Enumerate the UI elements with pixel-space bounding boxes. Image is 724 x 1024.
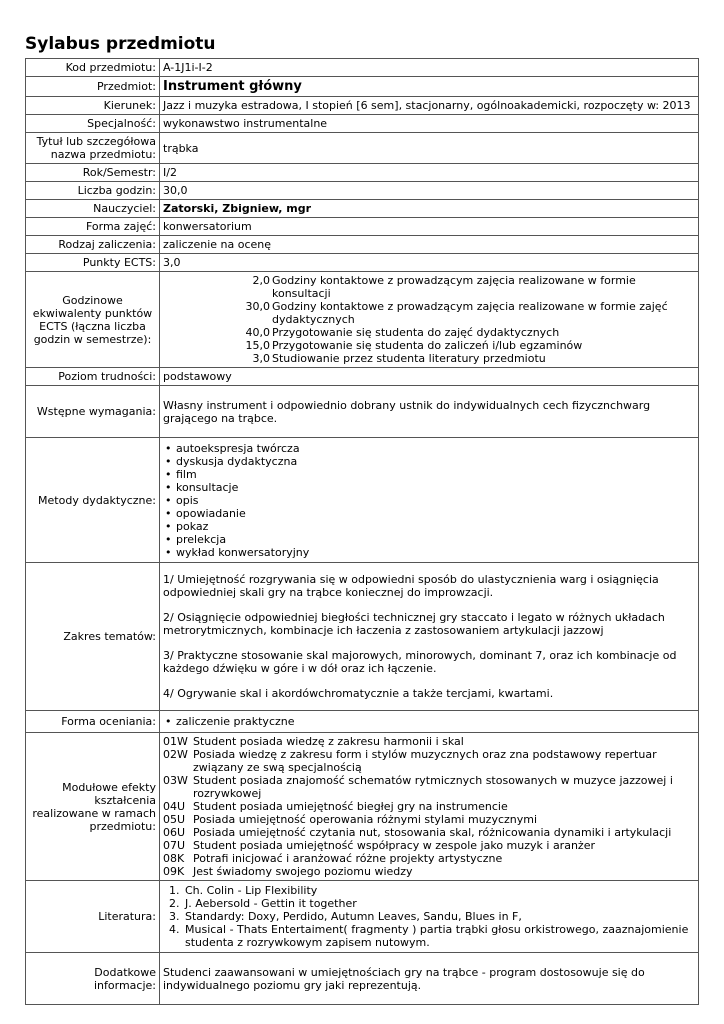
label-kierunek: Kierunek: — [26, 97, 160, 115]
row-tytul — [26, 133, 699, 164]
methods-list — [163, 442, 695, 559]
effect-row — [163, 826, 695, 839]
label-literatura: Literatura: — [26, 881, 160, 953]
value-tytul: trąbka — [160, 133, 699, 164]
label-wymagania: Wstępne wymagania: — [26, 386, 160, 438]
label-przedmiot: Przedmiot: — [26, 77, 160, 97]
list-item: 1. Ch. Colin - Lip Flexibility — [183, 884, 695, 897]
effect-row — [163, 865, 695, 878]
effect-row — [163, 774, 695, 800]
effect-code: 08K — [163, 852, 185, 865]
row-godziny — [26, 182, 699, 200]
row-zakres — [26, 563, 699, 711]
effect-code: 09K — [163, 865, 185, 878]
list-item: • prelekcja — [163, 533, 695, 546]
effect-code: 06U — [163, 826, 186, 839]
effect-text: Student posiada umiejętność biegłej gry na instrumencie — [193, 800, 508, 813]
syllabus-table — [25, 58, 699, 1005]
row-specjalnosc — [26, 115, 699, 133]
literature-list — [163, 884, 695, 949]
topic-item: 1/ Umiejętność rozgrywania się w odpowiedni sposób do ulastycznienia warg i osiągnięcia odpowiedniej skali gry na trąbce koniecznej do improwzacji. — [163, 573, 659, 599]
label-kod: Kod przedmiotu: — [26, 59, 160, 77]
row-literatura — [26, 881, 699, 953]
label-forma-oceniania: Forma oceniania: — [26, 711, 160, 733]
effect-row — [163, 735, 695, 748]
effect-code: 01W — [163, 735, 188, 748]
list-item: • konsultacje — [163, 481, 695, 494]
ects-hours-row: 3,0 Studiowanie przez studenta literatury przedmiotu — [252, 352, 546, 365]
row-forma-zajec — [26, 218, 699, 236]
ects-hours-row: 15,0 Przygotowanie się studenta do zaliczeń i/lub egzaminów — [245, 339, 583, 352]
list-item: 2. J. Aebersold - Gettin it together — [183, 897, 695, 910]
value-metody — [160, 438, 699, 563]
value-forma-zajec: konwersatorium — [160, 218, 699, 236]
value-literatura — [160, 881, 699, 953]
label-rok: Rok/Semestr: — [26, 164, 160, 182]
row-forma-oceniania — [26, 711, 699, 733]
label-rodzaj: Rodzaj zaliczenia: — [26, 236, 160, 254]
assessment-list — [163, 715, 695, 728]
list-item: • opowiadanie — [163, 507, 695, 520]
row-przedmiot — [26, 77, 699, 97]
value-godziny: 30,0 — [160, 182, 699, 200]
label-efekty: Modułowe efekty kształcenia realizowane w ramach przedmiotu: — [26, 733, 160, 881]
list-item: 4. Musical - Thats Entertaiment( fragmenty ) partia trąbki głosu orkistrowego, zaaznajomienie studenta z rozrywkowym zapisem nutowym. — [183, 923, 695, 949]
row-metody — [26, 438, 699, 563]
list-item: • opis — [163, 494, 695, 507]
value-specjalnosc: wykonawstwo instrumentalne — [160, 115, 699, 133]
row-kierunek — [26, 97, 699, 115]
effect-code: 05U — [163, 813, 186, 826]
value-nauczyciel: Zatorski, Zbigniew, mgr — [160, 200, 699, 218]
label-poziom: Poziom trudności: — [26, 368, 160, 386]
label-godziny: Liczba godzin: — [26, 182, 160, 200]
row-ects — [26, 254, 699, 272]
value-poziom: podstawowy — [160, 368, 699, 386]
label-nauczyciel: Nauczyciel: — [26, 200, 160, 218]
list-item: • zaliczenie praktyczne — [163, 715, 695, 728]
label-dodatkowe: Dodatkowe informacje: — [26, 953, 160, 1005]
label-metody: Metody dydaktyczne: — [26, 438, 160, 563]
label-tytul: Tytuł lub szczegółowa nazwa przedmiotu: — [26, 133, 160, 164]
row-dodatkowe — [26, 953, 699, 1005]
list-item: • pokaz — [163, 520, 695, 533]
list-item: • dyskusja dydaktyczna — [163, 455, 695, 468]
effect-text: Student posiada wiedzę z zakresu harmonii i skal — [193, 735, 464, 748]
value-godzinowe — [160, 272, 699, 368]
ects-hours-row: 30,0 Godziny kontaktowe z prowadzącym zajęcia realizowane w formie zajęć dydaktycznych — [245, 300, 668, 326]
row-wymagania — [26, 386, 699, 438]
effect-row — [163, 839, 695, 852]
label-ects: Punkty ECTS: — [26, 254, 160, 272]
effect-text: Posiada umiejętność operowania różnymi stylami muzycznymi — [193, 813, 538, 826]
effect-text: Posiada wiedzę z zakresu form i stylów muzycznych oraz zna podstawowy repertuar związany ze swą specjalnością — [193, 748, 657, 774]
effect-code: 04U — [163, 800, 186, 813]
topic-item: 4/ Ogrywanie skal i akordówchromatycznie a także tercjami, kwartami. — [163, 687, 554, 700]
row-godzinowe — [26, 272, 699, 368]
value-kod: A-1J1i-I-2 — [160, 59, 699, 77]
label-godzinowe: Godzinowe ekwiwalenty punktów ECTS (łączna liczba godzin w semestrze): — [26, 272, 160, 368]
row-poziom — [26, 368, 699, 386]
value-przedmiot: Instrument główny — [160, 77, 699, 97]
label-forma-zajec: Forma zajęć: — [26, 218, 160, 236]
effect-text: Student posiada znajomość schematów rytmicznych stosowanych w muzyce jazzowej i rozrywkowej — [193, 774, 673, 800]
value-rok: I/2 — [160, 164, 699, 182]
topic-item: 2/ Osiągnięcie odpowiedniej biegłości technicznej gry staccato i legato w różnych układach metrorytmicznych, kombinacje ich łaczenia z zastosowaniem artykulacji jazzowj — [163, 611, 665, 637]
value-zakres — [160, 563, 699, 711]
value-ects: 3,0 — [160, 254, 699, 272]
effect-text: Potrafi inicjować i aranżować różne projekty artystyczne — [193, 852, 503, 865]
row-nauczyciel — [26, 200, 699, 218]
effect-row — [163, 800, 695, 813]
effect-text: Posiada umiejętność czytania nut, stosowania skal, różnicowania dynamiki i artykulacji — [193, 826, 672, 839]
effect-row — [163, 813, 695, 826]
effect-code: 07U — [163, 839, 186, 852]
row-kod — [26, 59, 699, 77]
label-specjalnosc: Specjalność: — [26, 115, 160, 133]
effect-text: Jest świadomy swojego poziomu wiedzy — [193, 865, 413, 878]
row-rok — [26, 164, 699, 182]
row-efekty — [26, 733, 699, 881]
list-item: • wykład konwersatoryjny — [163, 546, 695, 559]
value-kierunek: Jazz i muzyka estradowa, I stopień [6 sem], stacjonarny, ogólnoakademicki, rozpoczęty w: 2013 — [160, 97, 699, 115]
ects-hours-row: 40,0 Przygotowanie się studenta do zajęć dydaktycznych — [245, 326, 560, 339]
value-forma-oceniania — [160, 711, 699, 733]
effect-code: 02W — [163, 748, 188, 761]
effect-code: 03W — [163, 774, 188, 787]
effect-text: Student posiada umiejętność współpracy w zespole jako muzyk i aranżer — [193, 839, 595, 852]
row-rodzaj — [26, 236, 699, 254]
effect-row — [163, 748, 695, 774]
list-item: • film — [163, 468, 695, 481]
value-rodzaj: zaliczenie na ocenę — [160, 236, 699, 254]
list-item: 3. Standardy: Doxy, Perdido, Autumn Leaves, Sandu, Blues in F, — [183, 910, 695, 923]
list-item: • autoekspresja twórcza — [163, 442, 695, 455]
effect-row — [163, 852, 695, 865]
value-efekty — [160, 733, 699, 881]
ects-hours-row: 2,0 Godziny kontaktowe z prowadzącym zajęcia realizowane w formie konsultacji — [252, 274, 636, 300]
page-title: Sylabus przedmiotu — [25, 34, 216, 54]
topic-item: 3/ Praktyczne stosowanie skal majorowych, minorowych, dominant 7, oraz ich kombinacje od każdego dźwięku w góre i w dół oraz ich łączenie. — [163, 649, 677, 675]
label-zakres: Zakres tematów: — [26, 563, 160, 711]
value-dodatkowe: Studenci zaawansowani w umiejętnościach gry na trąbce - program dostosowuje się do indywidualnego poziomu gry jaki reprezentują. — [160, 953, 699, 1005]
value-wymagania: Własny instrument i odpowiednio dobrany ustnik do indywidualnych cech fizycznchwarg grającego na trąbce. — [160, 386, 699, 438]
